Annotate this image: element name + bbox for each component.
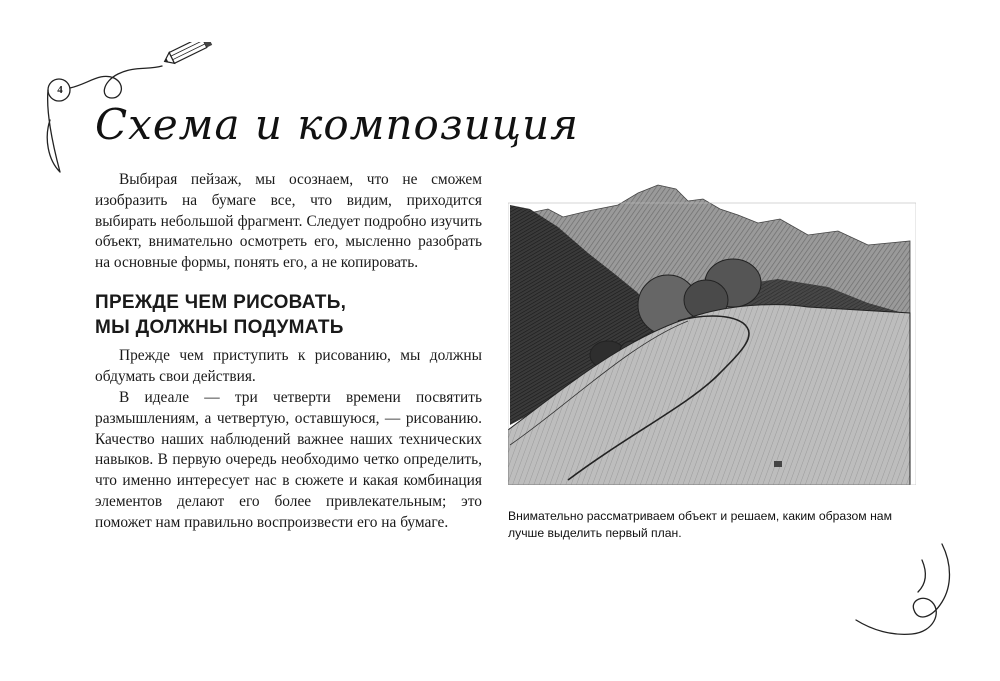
intro-paragraph: Выбирая пейзаж, мы осознаем, что не сможем изобразить на бумаге все, что видим, приходится выбирать небольшой фрагмент. Следует подробно изучить объект, внимательно осмотреть его, мысленно разобрать на основные формы, понять его, а не копировать.	[95, 171, 482, 272]
small-rock	[774, 461, 782, 467]
landscape-illustration	[508, 175, 916, 485]
page-title: Схема и композиция	[95, 100, 579, 149]
body-paragraph-1: Прежде чем приступить к рисованию, мы должны обдумать свои действия.	[95, 347, 482, 385]
pencil-icon	[162, 42, 212, 67]
figure-caption: Внимательно рассматриваем объект и решаем, каким образом нам лучше выделить первый план.	[508, 509, 892, 540]
section-heading-line-2: МЫ ДОЛЖНЫ ПОДУМАТЬ	[95, 317, 344, 338]
body-paragraph-2: В идеале — три четверти времени посвятить размышлениям, а четвертую, оставшуюся, — рисованию. Качество наших наблюдений важнее наших технических навыков. В первую очередь необходимо четко определить, что именно интересует нас в сюжете и какая комбинация элементов делают его более привлекательным; это поможет нам правильно воспроизвести его на бумаге.	[95, 389, 482, 531]
page-number: 4	[57, 84, 63, 96]
decorative-swirl-bottom	[852, 540, 962, 650]
section-heading-line-1: ПРЕЖДЕ ЧЕМ РИСОВАТЬ,	[95, 292, 347, 313]
section-heading	[95, 290, 346, 340]
